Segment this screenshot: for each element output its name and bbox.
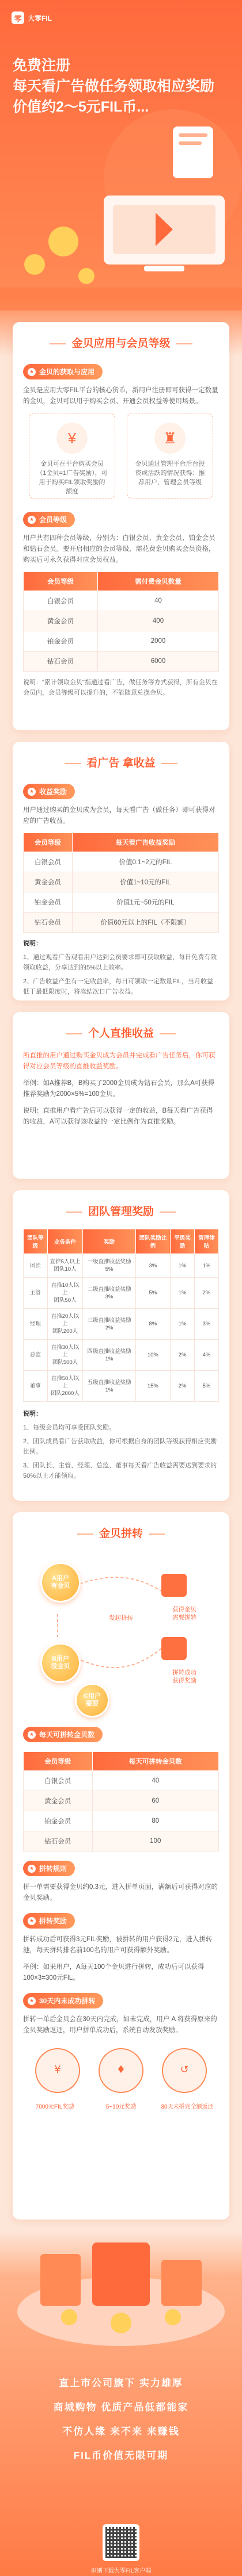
level-name: 钻石会员 [24, 913, 73, 933]
member-usage-pill-label: 金贝的获取与应用 [39, 368, 95, 376]
member-level-pill-label: 会员等级 [39, 516, 67, 524]
brand-logo[interactable] [12, 12, 52, 24]
level-name: 白银会员 [24, 852, 73, 872]
table-row [24, 1254, 219, 1278]
flow-node-b-label: B用户 没金贝 [51, 1655, 70, 1670]
member-level-pill [23, 512, 75, 527]
team-note-title: 说明： [23, 1410, 42, 1417]
table-header: 会员等级 [24, 572, 98, 591]
personal-example-1: 举例：如A推荐B，B购买了2000金贝成为钻石会员，那么A可获得推荐奖励为2000×5%=100金贝。 [23, 1080, 215, 1098]
flow-label-b: 获得金贝 需要拼转 [172, 1606, 196, 1621]
user-icon: ♜ [154, 423, 186, 454]
flow-label-c: 拼转成功 获得奖励 [172, 1669, 196, 1684]
level-value: 60 [92, 1791, 218, 1811]
transfer-section [13, 1512, 229, 2220]
team-condition: 直推20人以上 团队200人 [47, 1309, 82, 1340]
member-usage-pill [23, 364, 103, 379]
footer-slogan-2: 商城购物 优质产品低都能家 [53, 2402, 189, 2413]
team-level: 董事 [24, 1371, 48, 1402]
team-peer: 1% [171, 1254, 195, 1278]
ads-reward-table [23, 833, 219, 933]
team-ratio: 10% [135, 1340, 170, 1371]
team-peer: 2% [171, 1340, 195, 1371]
team-reward: 五级直推收益奖励1% [83, 1371, 135, 1402]
table-header: 团队等级 [24, 1229, 48, 1254]
table-header: 每天可拼转金贝数 [92, 1752, 218, 1771]
gift-icon [161, 1637, 187, 1660]
stat-left: 7000元FIL奖励 [35, 2104, 74, 2110]
flow-node-a [40, 1562, 81, 1603]
table-row [24, 1811, 219, 1831]
level-value: 80 [92, 1811, 218, 1831]
level-name: 黄金会员 [24, 1791, 93, 1811]
footer-slogan-1: 直上市公司旗下 实力雄厚 [59, 2378, 183, 2389]
team-peer: 1% [171, 1309, 195, 1340]
table-header: 业务条件 [47, 1229, 82, 1254]
member-level-note: 说明："累计领取金贝"指通过看广告，做任务等方式获得，所有金贝在会员内，会员等级可以提升的，不能随意兑换金贝。 [23, 679, 218, 696]
star-icon: ★ [28, 1997, 36, 2005]
level-name: 黄金会员 [24, 872, 73, 892]
personal-section-title: 个人直推收益 [23, 1025, 219, 1040]
level-cost: 400 [98, 611, 219, 631]
coin-icon: ¥ [56, 423, 88, 454]
table-row [24, 651, 219, 672]
table-row [24, 1371, 219, 1402]
table-row [24, 872, 219, 892]
team-ratio: 8% [135, 1309, 170, 1340]
flow-node-a-label: A用户 有金贝 [51, 1575, 70, 1589]
qr-caption: 识别下载大零FIL客户端 [90, 2568, 152, 2574]
member-section-title: 金贝应用与会员等级 [23, 335, 219, 350]
team-condition: 直推50人以上 团队2000人 [47, 1371, 82, 1402]
table-row [24, 892, 219, 913]
team-allowance: 1% [195, 1254, 219, 1278]
team-note-2: 2、团队成员看广告获取收益，你可根据自身的团队等级获得相应奖励比例。 [23, 1438, 217, 1455]
level-name: 白银会员 [24, 591, 98, 611]
transfer-example: 举例：如果用户，A每天100个金贝进行拼转，成功后可以获得100×3=300元FIL。 [23, 1964, 205, 1981]
ads-section-title: 看广告 拿收益 [23, 754, 219, 770]
personal-section [13, 1012, 229, 1179]
table-header: 平级奖励 [171, 1229, 195, 1254]
transfer-rule-pill [23, 1861, 75, 1876]
team-reward-table [23, 1229, 219, 1402]
transfer-reward-text: 拼转成功后可获得3元FIL奖励，被拼转的用户获得2元，进入拼转池，每天拼转排名前100名的用户可获得额外奖励。 [23, 1936, 213, 1954]
table-row [24, 631, 219, 651]
ads-note-2: 2、广告收益产生有一定收益率，每日可领取一定数量FIL，当月收益低于最低限度时，将冻结次日广告收益。 [23, 978, 214, 995]
level-value: 40 [92, 1771, 218, 1791]
team-note-1: 1、每级会员均可享受团队奖励。 [23, 1424, 116, 1431]
table-row [24, 852, 219, 872]
team-peer: 2% [171, 1371, 195, 1402]
brand-name: 大零FIL [28, 14, 52, 22]
personal-example-2: 说明：直推用户看广告后可以获得一定的收益，B每天看广告获得的收益，A可以获得该收益的一定比例作为直推奖励。 [23, 1107, 213, 1125]
level-name: 白银会员 [24, 1771, 93, 1791]
table-header: 团队奖励比例 [135, 1229, 170, 1254]
star-icon: ★ [28, 1917, 36, 1925]
table-header: 需付费金贝数量 [98, 572, 219, 591]
stat-mid: 5~10元奖励 [105, 2104, 137, 2110]
transfer-rule-pill-label: 拼转规则 [39, 1865, 67, 1873]
download-qr-code[interactable] [103, 2524, 139, 2561]
gift-icon: ♦ [116, 2064, 126, 2076]
refresh-icon: ↺ [180, 2064, 189, 2076]
hero-line-1: 免费注册 [13, 57, 71, 74]
level-reward: 价值0.1~2元的FIL [72, 852, 218, 872]
member-info-box-2 [127, 413, 213, 499]
member-usage-text: 金贝是应用大零FIL平台的核心货币，新用户注册即可获得一定数量的金贝，金贝可以用于购买会员、开通会员权益等使用场景。 [23, 387, 218, 405]
transfer-stats-diagram [23, 2042, 219, 2111]
level-reward: 价值60元以上的FIL（不限额） [72, 913, 218, 933]
level-name: 钻石会员 [24, 1831, 93, 1851]
team-section [13, 1190, 229, 1501]
transfer-fail-text: 拼转一单后金贝会在30天内完成，如未完成，用户 A 将获得原来的金贝奖励返还，用户拼单成功后，系统自动发放奖励。 [23, 2016, 217, 2034]
level-reward: 价值1元~50元的FIL [72, 892, 218, 913]
team-allowance: 2% [195, 1278, 219, 1309]
stat-right: 30天未拼完全额返还 [161, 2104, 214, 2110]
team-level: 总监 [24, 1340, 48, 1371]
table-row [24, 1771, 219, 1791]
table-header: 管理津贴 [195, 1229, 219, 1254]
team-section-title: 团队管理奖励 [23, 1203, 219, 1218]
team-allowance: 3% [195, 1309, 219, 1340]
hero-banner [0, 0, 242, 322]
personal-text: 所直推的用户通过购买金贝成为会员并完成看广告任务后，你可获得对应会员等级的直推收益奖励。 [23, 1052, 215, 1070]
star-icon: ★ [28, 1865, 36, 1873]
flow-label-a: 发起拼转 [109, 1615, 133, 1621]
member-box1-text: 金贝可在平台购买会员（1金贝=1广告奖励），可用于购买FIL领取奖励的额度 [36, 461, 108, 495]
team-ratio: 5% [135, 1278, 170, 1309]
star-icon: ★ [28, 516, 36, 524]
table-row [24, 1278, 219, 1309]
member-info-box-1 [29, 413, 115, 499]
transfer-daily-pill [23, 1727, 103, 1742]
ads-reward-pill [23, 784, 75, 799]
table-header: 会员等级 [24, 1752, 93, 1771]
transfer-daily-pill-label: 每天可拼转金贝数 [39, 1731, 95, 1739]
table-row [24, 1791, 219, 1811]
level-name: 钻石会员 [24, 651, 98, 672]
coin-icon: ¥ [54, 2064, 61, 2076]
level-reward: 价值1~10元的FIL [72, 872, 218, 892]
member-level-table [23, 572, 219, 672]
team-allowance: 5% [195, 1371, 219, 1402]
team-reward: 一级直推收益奖励5% [83, 1254, 135, 1278]
transfer-fail-pill-label: 30天内未成功拼转 [39, 1997, 96, 2005]
star-icon: ★ [28, 788, 36, 796]
team-condition: 直推5人以上 团队10人 [47, 1254, 82, 1278]
ads-note-title: 说明： [23, 940, 42, 947]
table-row [24, 913, 219, 933]
level-cost: 40 [98, 591, 219, 611]
team-condition: 直推30人以上 团队500人 [47, 1340, 82, 1371]
team-allowance: 4% [195, 1340, 219, 1371]
team-ratio: 15% [135, 1371, 170, 1402]
transfer-reward-pill-label: 拼转奖励 [39, 1917, 67, 1925]
table-row [24, 1340, 219, 1371]
flow-node-b [40, 1643, 81, 1683]
star-icon: ★ [28, 368, 36, 376]
table-row [24, 591, 219, 611]
member-level-text: 用户共有四种会员等级，分别为：白银会员、黄金会员、铂金会员和钻石会员。要开启相应的会员等级，需花费金贝购买会员资格，购买后可永久获得对应会员权益。 [23, 535, 215, 564]
transfer-stats-labels [23, 2102, 219, 2110]
ads-text: 用户通过购买的金贝成为会员，每天看广告（做任务）即可获得对应的广告收益。 [23, 807, 215, 825]
member-section [13, 322, 229, 730]
ads-note-1: 1、通过观看广告观看用户达到会员要求即可获取收益，每日免费有效领取收益，分享达到的5%以上效率。 [23, 954, 217, 971]
team-note-3: 3、团队长、主管、经理、总监、董事每天看广告收益需要达到要求的50%以上才能领取。 [23, 1462, 217, 1479]
level-name: 铂金会员 [24, 1811, 93, 1831]
footer-slogan-3: 不仿人缘 来不来 来赚钱 [62, 2426, 180, 2437]
team-level: 主管 [24, 1278, 48, 1309]
table-row [24, 1309, 219, 1340]
table-header: 会员等级 [24, 833, 73, 852]
team-level: 经理 [24, 1309, 48, 1340]
team-reward: 三级直推收益奖励2% [83, 1309, 135, 1340]
level-value: 100 [92, 1831, 218, 1851]
hero-line-3: 价值约2～5元FIL币... [13, 99, 149, 115]
team-reward: 四级直推收益奖励1% [83, 1340, 135, 1371]
table-header: 每天看广告收益奖励 [72, 833, 218, 852]
team-peer: 1% [171, 1278, 195, 1309]
level-name: 铂金会员 [24, 631, 98, 651]
team-reward: 二级直推收益奖励3% [83, 1278, 135, 1309]
footer-slogan-4: FIL币价值无限可期 [73, 2450, 169, 2461]
level-cost: 2000 [98, 631, 219, 651]
member-box2-text: 金贝通过管理平台后台投资或活跃的情况获得：推荐用户，管理会员等级 [135, 461, 205, 486]
gift-icon [161, 1574, 187, 1597]
flow-node-c-label: C用户 需要 [84, 1693, 101, 1707]
team-ratio: 3% [135, 1254, 170, 1278]
level-name: 黄金会员 [24, 611, 98, 631]
brand-mark: 零 [12, 12, 24, 24]
transfer-flow-diagram [23, 1551, 219, 1723]
qr-pattern [105, 2527, 137, 2558]
table-header: 奖励 [83, 1229, 135, 1254]
transfer-reward-pill [23, 1913, 75, 1929]
team-level: 团长 [24, 1254, 48, 1278]
ads-reward-pill-label: 收益奖励 [39, 788, 67, 796]
hero-line-2: 每天看广告做任务领取相应奖励 [13, 78, 215, 94]
level-name: 铂金会员 [24, 892, 73, 913]
transfer-rule-text: 拼一单需要获得金贝约0.3元，进入拼单页面，满额后可获得对应的金贝奖励。 [23, 1884, 218, 1902]
transfer-section-title: 金贝拼转 [23, 1525, 219, 1540]
team-condition: 直推10人以上 团队50人 [47, 1278, 82, 1309]
member-icon-pair [23, 413, 219, 499]
transfer-daily-table [23, 1751, 219, 1851]
ads-section [13, 742, 229, 1000]
flow-node-c [75, 1683, 109, 1718]
level-cost: 6000 [98, 651, 219, 672]
hero-illustration [0, 103, 242, 310]
transfer-fail-pill [23, 1993, 103, 2008]
table-row [24, 1831, 219, 1851]
star-icon: ★ [28, 1731, 36, 1739]
table-row [24, 611, 219, 631]
